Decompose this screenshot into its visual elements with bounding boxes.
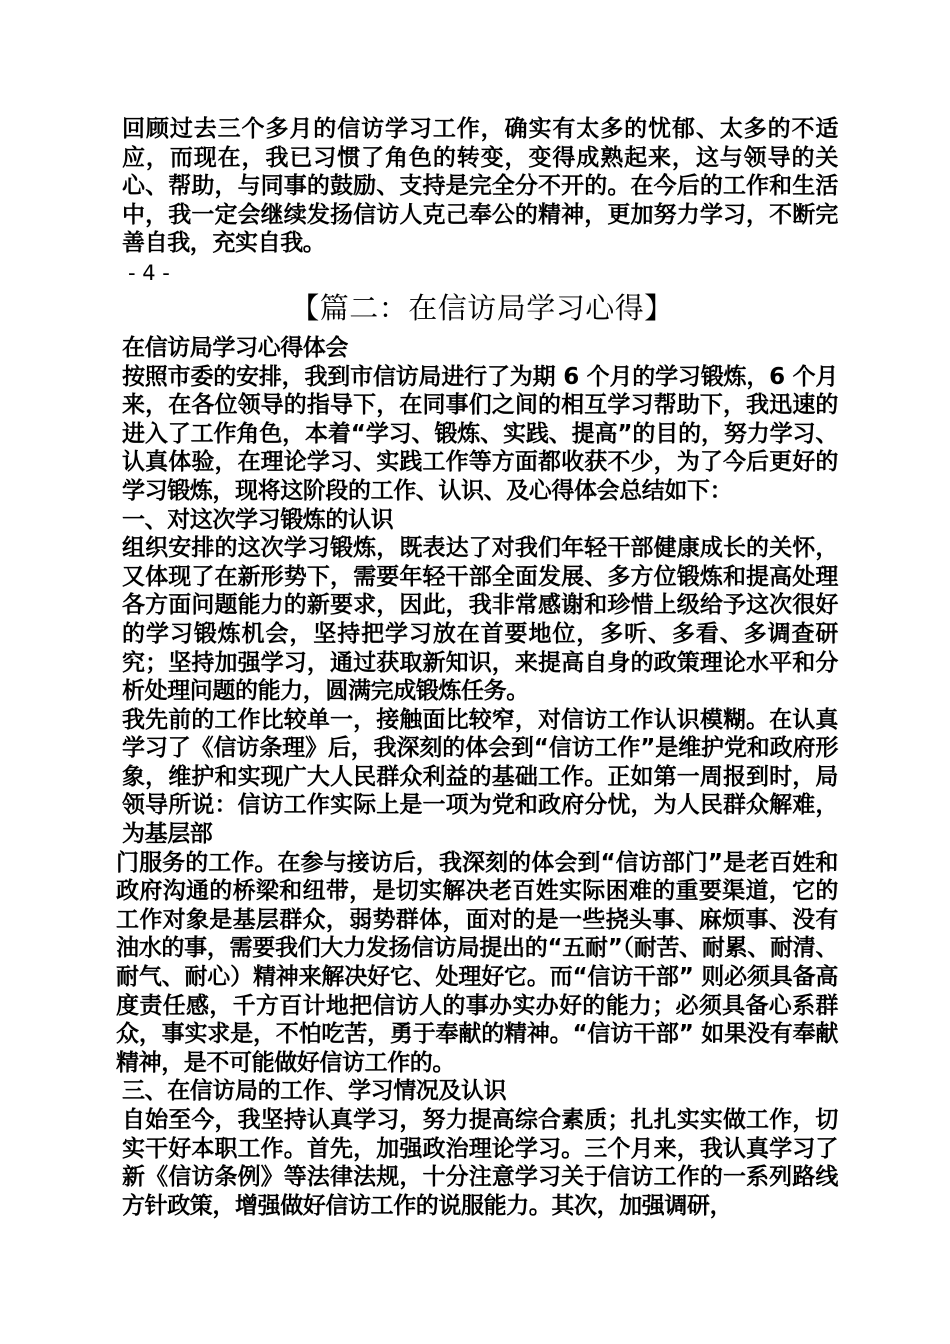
section-title: 【篇二：在信访局学习心得】 — [290, 290, 674, 325]
page-number: - 4 - — [128, 260, 170, 285]
heading-3: 三、在信访局的工作、学习情况及认识 — [122, 1078, 507, 1105]
paragraph-4: 门服务的工作。在参与接访后，我深刻的体会到“信访部门”是老百姓和政府沟通的桥梁和纽带，是切实解决老百姓实际困难的重要渠道，它的工作对象是基层群众，弱势群体，面对的是一些挠头事、麻烦事、没有油水的事，需要我们大力发扬信访局提出的“五耐”（耐苦、耐累、耐清、耐气、耐心）精神来解决好它、处理好它。而“信访干部” 则必须具备高度责任感，千方百计地把信访人的事办实办好的能力；必须具备心系群众，事实求是，不怕吃苦，勇于奉献的精神。“信访干部” 如果没有奉献精神，是不可能做好信访工作的。 — [116, 849, 838, 1076]
paragraph-1: 按照市委的安排，我到市信访局进行了为期 6 个月的学习锻炼，6 个月来，在各位领导的指导下，在同事们之间的相互学习帮助下，我迅速的进入了工作角色，本着“学习、锻炼、实践、提高”的目的，努力学习、认真体验，在理论学习、实践工作等方面都收获不少，为了今后更好的学习锻炼，现将这阶段的工作、认识、及心得体会总结如下： — [122, 363, 838, 504]
intro-paragraph: 回顾过去三个多月的信访学习工作，确实有太多的忧郁、太多的不适应，而现在，我已习惯了角色的转变，变得成熟起来，这与领导的关心、帮助，与同事的鼓励、支持是完全分不开的。在今后的工作和生活中，我一定会继续发扬信访人克己奉公的精神，更加努力学习，不断完善自我，充实自我。 — [122, 116, 838, 257]
paragraph-3: 我先前的工作比较单一，接触面比较窄，对信访工作认识模糊。在认真学习了《信访条理》后，我深刻的体会到“信访工作”是维护党和政府形象，维护和实现广大人民群众利益的基础工作。正如第一周报到时，局领导所说：信访工作实际上是一项为党和政府分忧，为人民群众解难，为基层部 — [122, 706, 838, 848]
paragraph-5: 自始至今，我坚持认真学习，努力提高综合素质；扎扎实实做工作，切实干好本职工作。首先，加强政治理论学习。三个月来，我认真学习了新《信访条例》等法律法规，十分注意学习关于信访工作的一系列路线方针政策，增强做好信访工作的说服能力。其次，加强调研， — [122, 1107, 838, 1219]
document-page — [116, 115, 838, 1220]
heading-1: 一、对这次学习锻炼的认识 — [122, 506, 394, 533]
paragraph-2: 组织安排的这次学习锻炼，既表达了对我们年轻干部健康成长的关怀，又体现了在新形势下，需要年轻干部全面发展、多方位锻炼和提高处理各方面问题能力的新要求，因此，我非常感谢和珍惜上级给予这次很好的学习锻炼机会，坚持把学习放在首要地位，多听、多看、多调查研究；坚持加强学习，通过获取新知识，来提高自身的政策理论水平和分析处理问题的能力，圆满完成锻炼任务。 — [122, 535, 838, 705]
essay-heading: 在信访局学习心得体会 — [122, 334, 349, 361]
